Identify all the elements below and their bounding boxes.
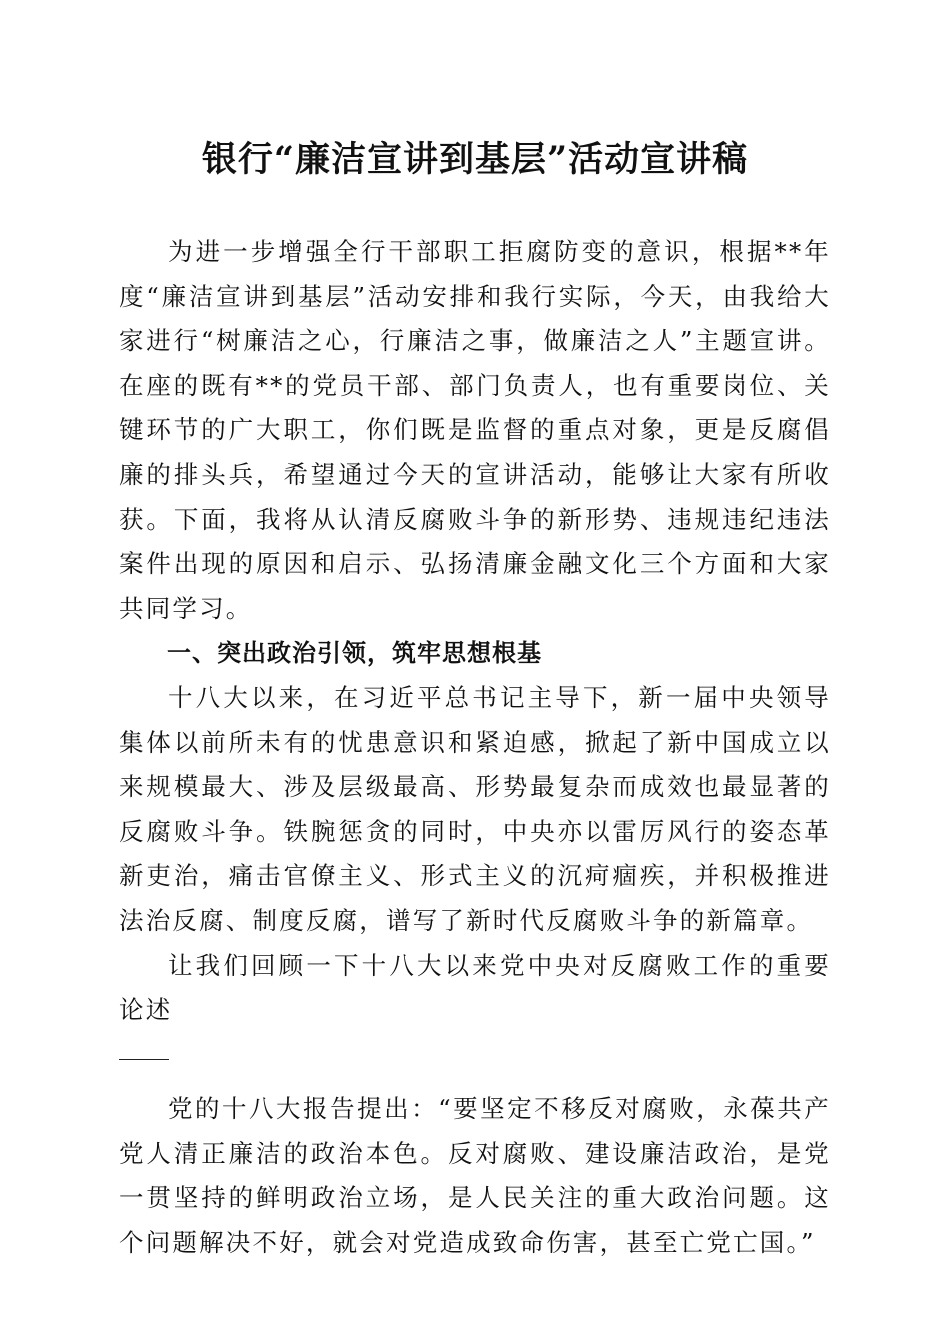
document-body [119,230,831,1266]
paragraph-gap [119,1077,831,1087]
quote-paragraph: 党的十八大报告提出：“要坚定不移反对腐败，永葆共产党人清正廉洁的政治本色。反对腐败、建设廉洁政治，是党一贯坚持的鲜明政治立场，是人民关注的重大政治问题。这个问题解决不好，就会对党造成致命伤害，甚至亡党亡国。” [119,1094,831,1258]
intro-paragraph: 为进一步增强全行干部职工拒腐防变的意识，根据**年度“廉洁宣讲到基层”活动安排和我行实际，今天，由我给大家进行“树廉洁之心，行廉洁之事，做廉洁之人”主题宣讲。在座的既有**的党员干部、部门负责人，也有重要岗位、关键环节的广大职工，你们既是监督的重点对象，更是反腐倡廉的排头兵，希望通过今天的宣讲活动，能够让大家有所收获。下面，我将从认清反腐败斗争的新形势、违规违纪违法案件出现的原因和启示、弘扬清廉金融文化三个方面和大家共同学习。 [119,237,831,623]
em-dash [119,1059,169,1061]
review-intro-paragraph: 让我们回顾一下十八大以来党中央对反腐败工作的重要论述 [119,950,831,1025]
em-dash-line [119,1033,831,1078]
body-paragraph: 十八大以来，在习近平总书记主导下，新一届中央领导集体以前所未有的忧患意识和紧迫感，掀起了新中国成立以来规模最大、涉及层级最高、形势最复杂而成效也最显著的反腐败斗争。铁腕惩贪的同时，中央亦以雷厉风行的姿态革新吏治，痛击官僚主义、形式主义的沉疴痼疾，并积极推进法治反腐、制度反腐，谱写了新时代反腐败斗争的新篇章。 [119,682,831,935]
document-title: 银行“廉洁宣讲到基层”活动宣讲稿 [201,139,749,180]
section-heading: 一、突出政治引领，筑牢思想根基 [167,639,542,668]
